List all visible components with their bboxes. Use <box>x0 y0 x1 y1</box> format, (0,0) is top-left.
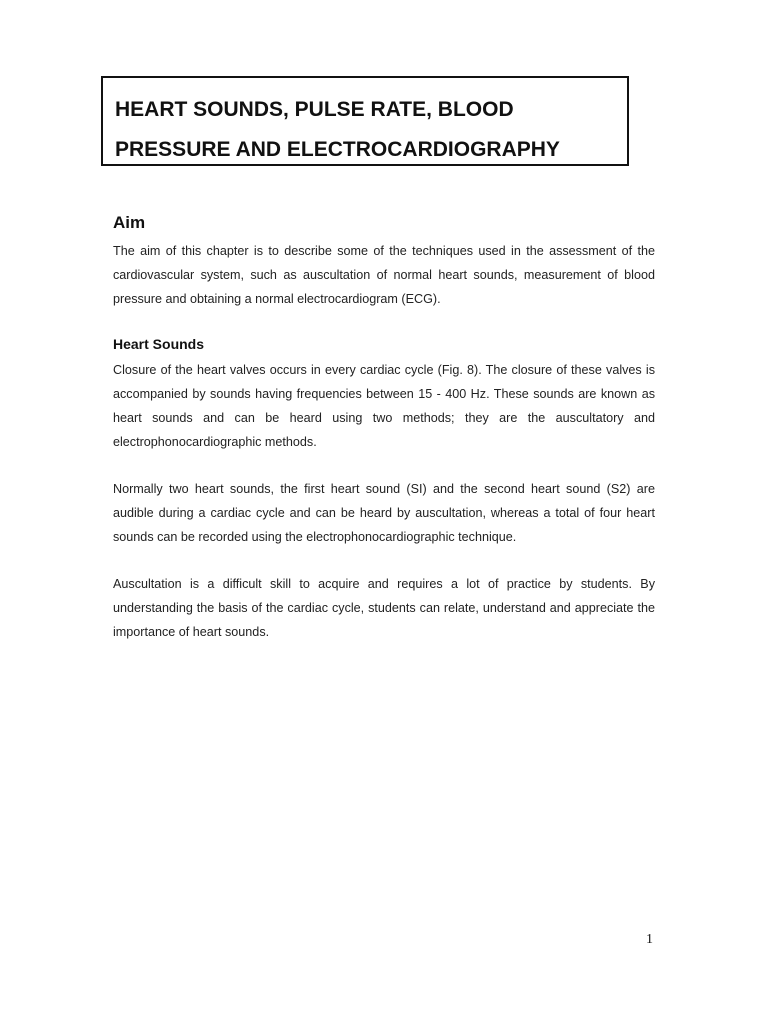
chapter-title-box <box>101 76 629 166</box>
chapter-title-line-2: PRESSURE AND ELECTROCARDIOGRAPHY <box>115 138 560 161</box>
aim-paragraph: The aim of this chapter is to describe some of the techniques used in the assessment of the cardiovascular system, such as auscultation of normal heart sounds, measurement of blood pressure and obtaining a normal electrocardiogram (ECG). <box>113 244 655 306</box>
page-number: 1 <box>646 932 653 947</box>
heart-sounds-heading: Heart Sounds <box>113 336 205 352</box>
aim-heading: Aim <box>113 213 146 232</box>
heart-sounds-paragraph-2: Normally two heart sounds, the first heart sound (SI) and the second heart sound (S2) are audible during a cardiac cycle and can be heard by auscultation, whereas a total of four heart sounds can be recorded using the electrophonocardiographic technique. <box>113 482 655 544</box>
chapter-title-line-1: HEART SOUNDS, PULSE RATE, BLOOD <box>115 98 514 121</box>
page-content <box>113 212 655 644</box>
heart-sounds-paragraph-1: Closure of the heart valves occurs in every cardiac cycle (Fig. 8). The closure of these valves is accompanied by sounds having frequencies between 15 - 400 Hz. These sounds are known as heart sounds and can be heard using two methods; they are the auscultatory and electrophonocardiographic methods. <box>113 363 655 449</box>
heart-sounds-paragraph-3: Auscultation is a difficult skill to acquire and requires a lot of practice by students. By understanding the basis of the cardiac cycle, students can relate, understand and appreciate the importance of heart sounds. <box>113 577 655 639</box>
